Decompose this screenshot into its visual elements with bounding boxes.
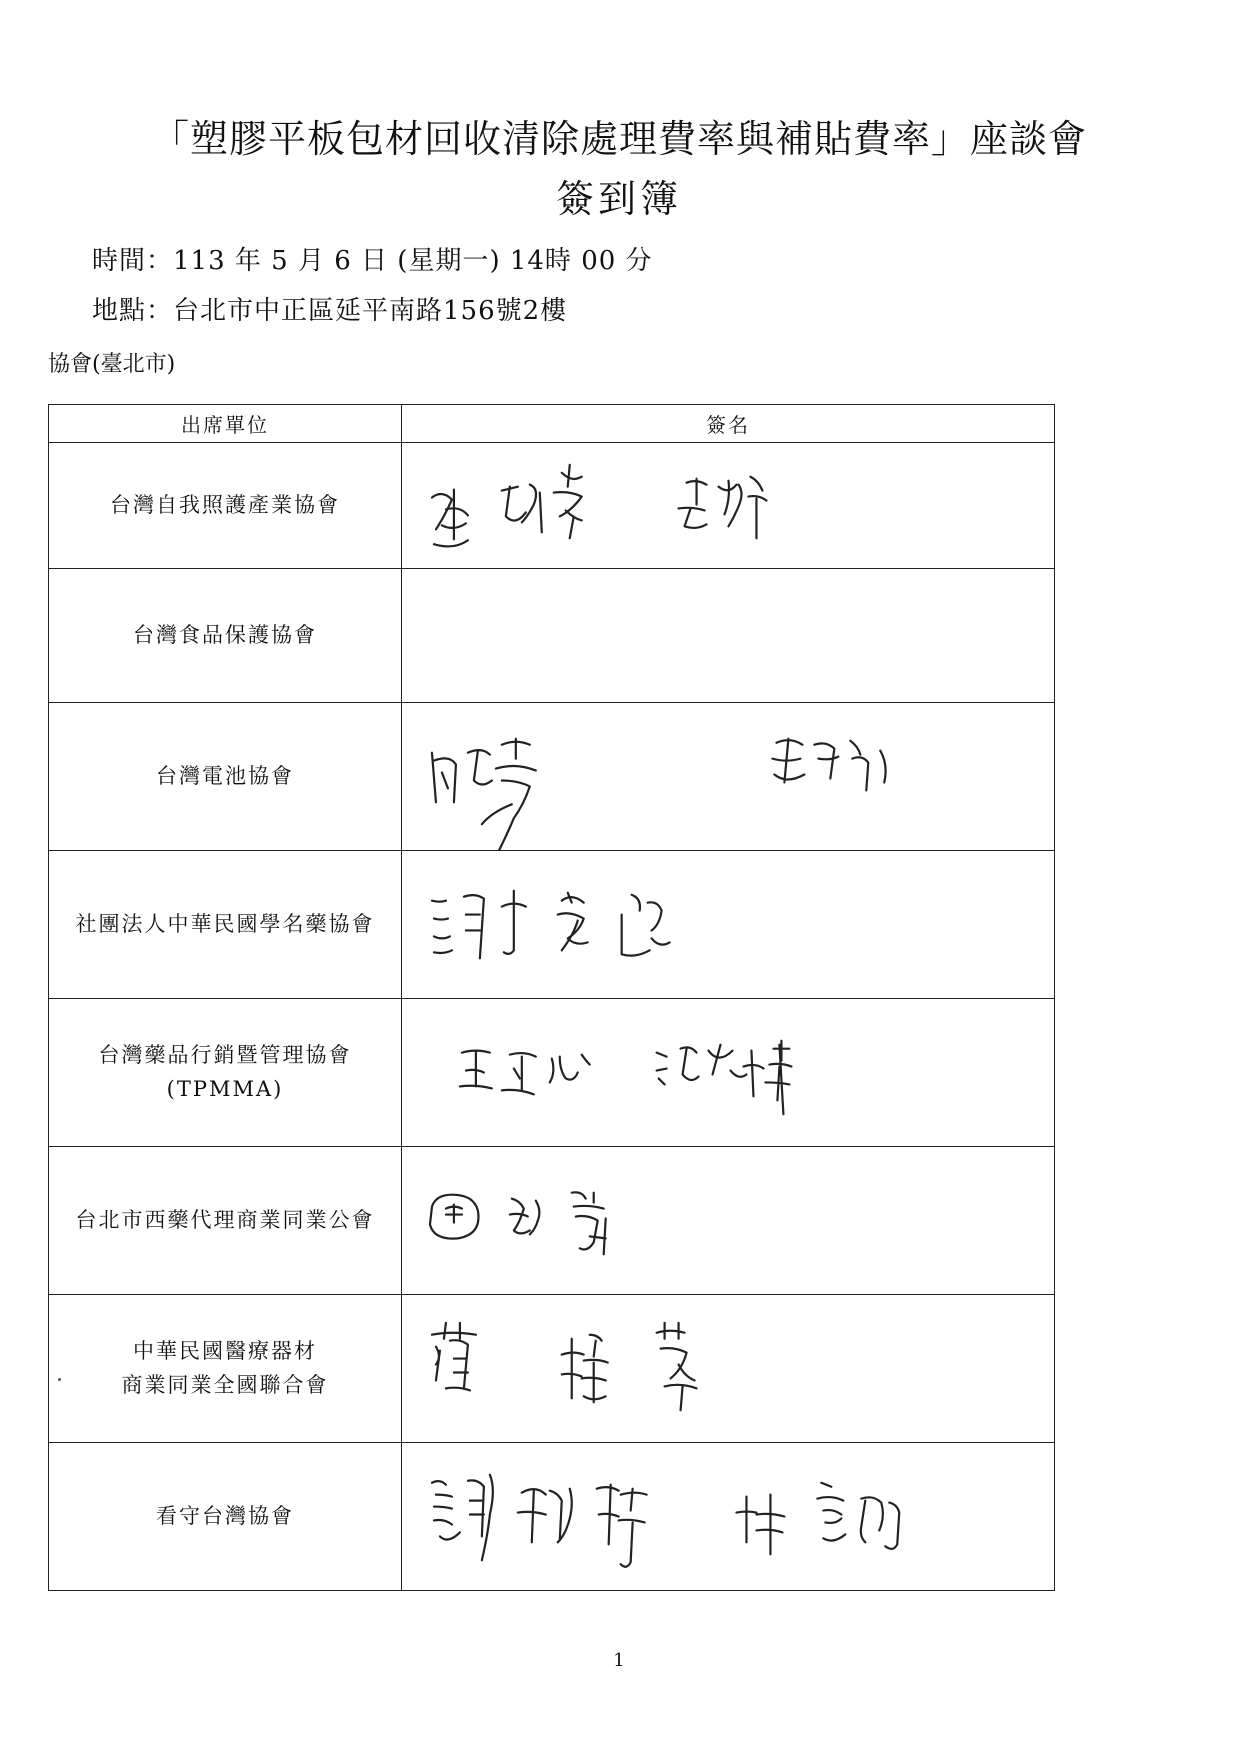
unit-cell — [49, 1147, 402, 1295]
unit-cell — [49, 1443, 402, 1591]
table-row — [49, 1443, 1055, 1591]
unit-cell — [49, 703, 402, 851]
signature-cell — [402, 443, 1055, 569]
table-row — [49, 999, 1055, 1147]
handwritten-signature — [402, 851, 1054, 998]
signature-cell — [402, 703, 1055, 851]
table-row — [49, 1147, 1055, 1295]
handwritten-signature — [402, 1443, 1054, 1590]
handwritten-signature — [402, 999, 1054, 1146]
handwritten-signature — [402, 1295, 1054, 1442]
document-subtitle: 簽到簿 — [555, 177, 682, 221]
unit-name: 台灣食品保護協會 — [133, 622, 317, 647]
unit-name-line2: 商業同業全國聯合會 — [121, 1372, 329, 1397]
unit-cell — [49, 1295, 402, 1443]
table-header-row — [49, 405, 1055, 443]
signature-cell — [402, 999, 1055, 1147]
unit-name: 台灣自我照護產業協會 — [110, 492, 340, 517]
signature-cell — [402, 851, 1055, 999]
table-row — [49, 569, 1055, 703]
handwritten-signature — [402, 1147, 1054, 1294]
table-row — [49, 703, 1055, 851]
unit-name-line2: (TPMMA) — [166, 1076, 284, 1101]
table-row — [49, 1295, 1055, 1443]
signature-cell — [402, 1295, 1055, 1443]
unit-name: 台灣電池協會 — [156, 763, 294, 788]
signature-cell — [402, 569, 1055, 703]
handwritten-signature — [402, 443, 1054, 568]
group-label: 協會(臺北市) — [48, 352, 176, 377]
page-number: 1 — [613, 1650, 625, 1671]
meeting-time: 時間：113 年 5 月 6 日 (星期一) 14時 00 分 — [92, 246, 653, 276]
unit-name: 台北市西藥代理商業同業公會 — [75, 1207, 375, 1232]
unit-cell — [49, 999, 402, 1147]
meeting-place: 地點：台北市中正區延平南路156號2樓 — [92, 296, 568, 326]
signature-cell — [402, 1147, 1055, 1295]
header-signature: 簽名 — [402, 405, 1055, 443]
unit-name: 社團法人中華民國學名藥協會 — [75, 911, 375, 936]
table-row — [49, 443, 1055, 569]
signature-cell — [402, 1443, 1055, 1591]
unit-cell — [49, 443, 402, 569]
scan-speck — [58, 1378, 61, 1381]
sign-in-table — [48, 404, 1055, 1591]
unit-name: 台灣藥品行銷暨管理協會 — [98, 1042, 352, 1067]
unit-cell — [49, 569, 402, 703]
table-row — [49, 851, 1055, 999]
document-title: 「塑膠平板包材回收清除處理費率與補貼費率」座談會 — [150, 117, 1087, 161]
unit-cell — [49, 851, 402, 999]
unit-name: 中華民國醫療器材 — [133, 1338, 317, 1363]
header-unit: 出席單位 — [49, 405, 402, 443]
handwritten-signature — [402, 703, 1054, 850]
unit-name: 看守台灣協會 — [156, 1503, 294, 1528]
